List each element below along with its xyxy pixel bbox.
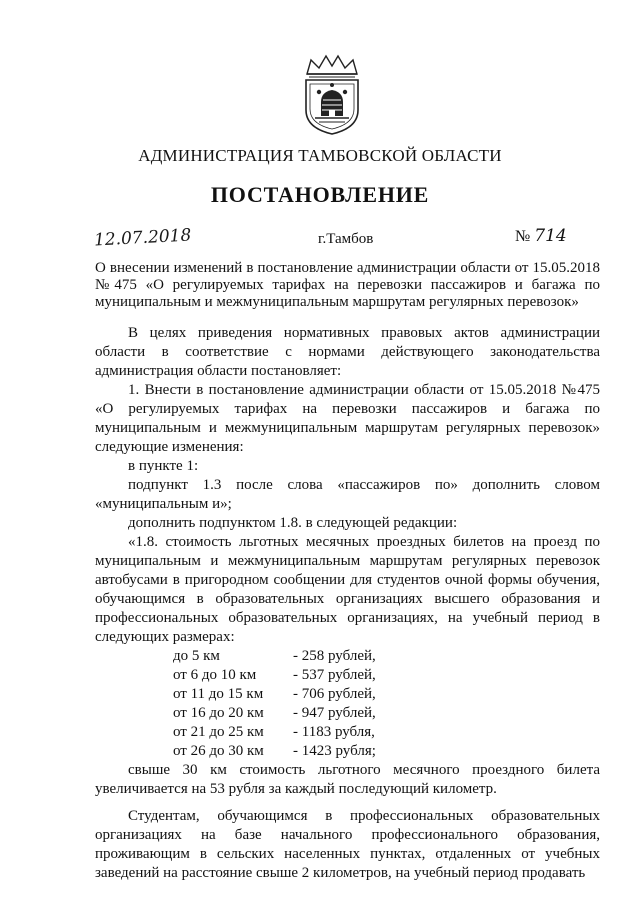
rate-row [95,723,600,742]
rate-row [95,647,600,666]
rate-price: - 1423 рубля; [293,743,376,759]
rate-row [95,666,600,685]
number-value: 714 [534,226,567,246]
rate-distance: от 21 до 25 км [173,724,264,740]
paragraph-add-subpoint: дополнить подпунктом 1.8. в следующей редакции: [128,515,458,531]
document-subject: О внесении изменений в постановление администрации области от 15.05.2018 №475 «О регулируемых тарифах на перевозки пассажиров и багажа по муниципальным и межмуниципальным маршрутам регулярных перевозок» [95,260,600,310]
document-city: г.Тамбов [318,231,374,247]
rate-distance: от 26 до 30 км [173,743,264,759]
paragraph-item-1: 1. Внести в постановление администрации области от 15.05.2018 №475 «О регулируемых тарифах на перевозки пассажиров и багажа по муниципальным и межмуниципальным маршрутам регулярных перевозок» следующие изменения: [95,382,600,455]
tambov-coat-of-arms-icon [299,52,365,136]
document-number [515,226,567,246]
rate-price: - 706 рублей, [293,686,376,702]
number-label: № [515,228,531,245]
rate-row [95,685,600,704]
organization-name: АДМИНИСТРАЦИЯ ТАМБОВСКОЙ ОБЛАСТИ [138,146,502,165]
paragraph-subpoint-1-3: подпункт 1.3 после слова «пассажиров по» дополнить словом «муниципальным и»; [95,477,600,512]
paragraph-point-1: в пункте 1: [128,458,199,474]
paragraph-preamble: В целях приведения нормативных правовых актов администрации области в соответствие с нормами действующего законодательства администрация области постановляет: [95,325,600,379]
rate-row [95,704,600,723]
rate-price: - 1183 рубля, [293,724,375,740]
rate-row [95,742,600,761]
paragraph-over-30km: свыше 30 км стоимость льготного месячного проездного билета увеличивается на 53 рубля за каждый последующий километр. [95,762,600,797]
paragraph-students: Студентам, обучающимся в профессиональных образовательных организациях на базе начального профессионального образования, проживающим в сельских населенных пунктах, отдаленных от учебных заведений на расстояние свыше 2 километров, на учебный период продавать [95,808,600,881]
document-type: ПОСТАНОВЛЕНИЕ [210,182,430,207]
rate-distance: до 5 км [173,648,220,664]
rate-price: - 947 рублей, [293,705,376,721]
rate-distance: от 16 до 20 км [173,705,264,721]
document-date: 12.07.2018 [93,225,192,251]
rate-distance: от 11 до 15 км [173,686,264,702]
rate-list [95,647,600,761]
paragraph-subpoint-1-8: «1.8. стоимость льготных месячных проездных билетов на проезд по муниципальным и межмуниципальным маршрутам регулярных перевозок автобусами в пригородном сообщении для студентов очной формы обучения, обучающимся в образовательных организациях высшего образования и профессиональных образовательных организациях, на учебный период в следующих размерах: [95,534,600,645]
document-body [95,324,600,883]
rate-price: - 258 рублей, [293,648,376,664]
rate-distance: от 6 до 10 км [173,667,257,683]
rate-price: - 537 рублей, [293,667,376,683]
